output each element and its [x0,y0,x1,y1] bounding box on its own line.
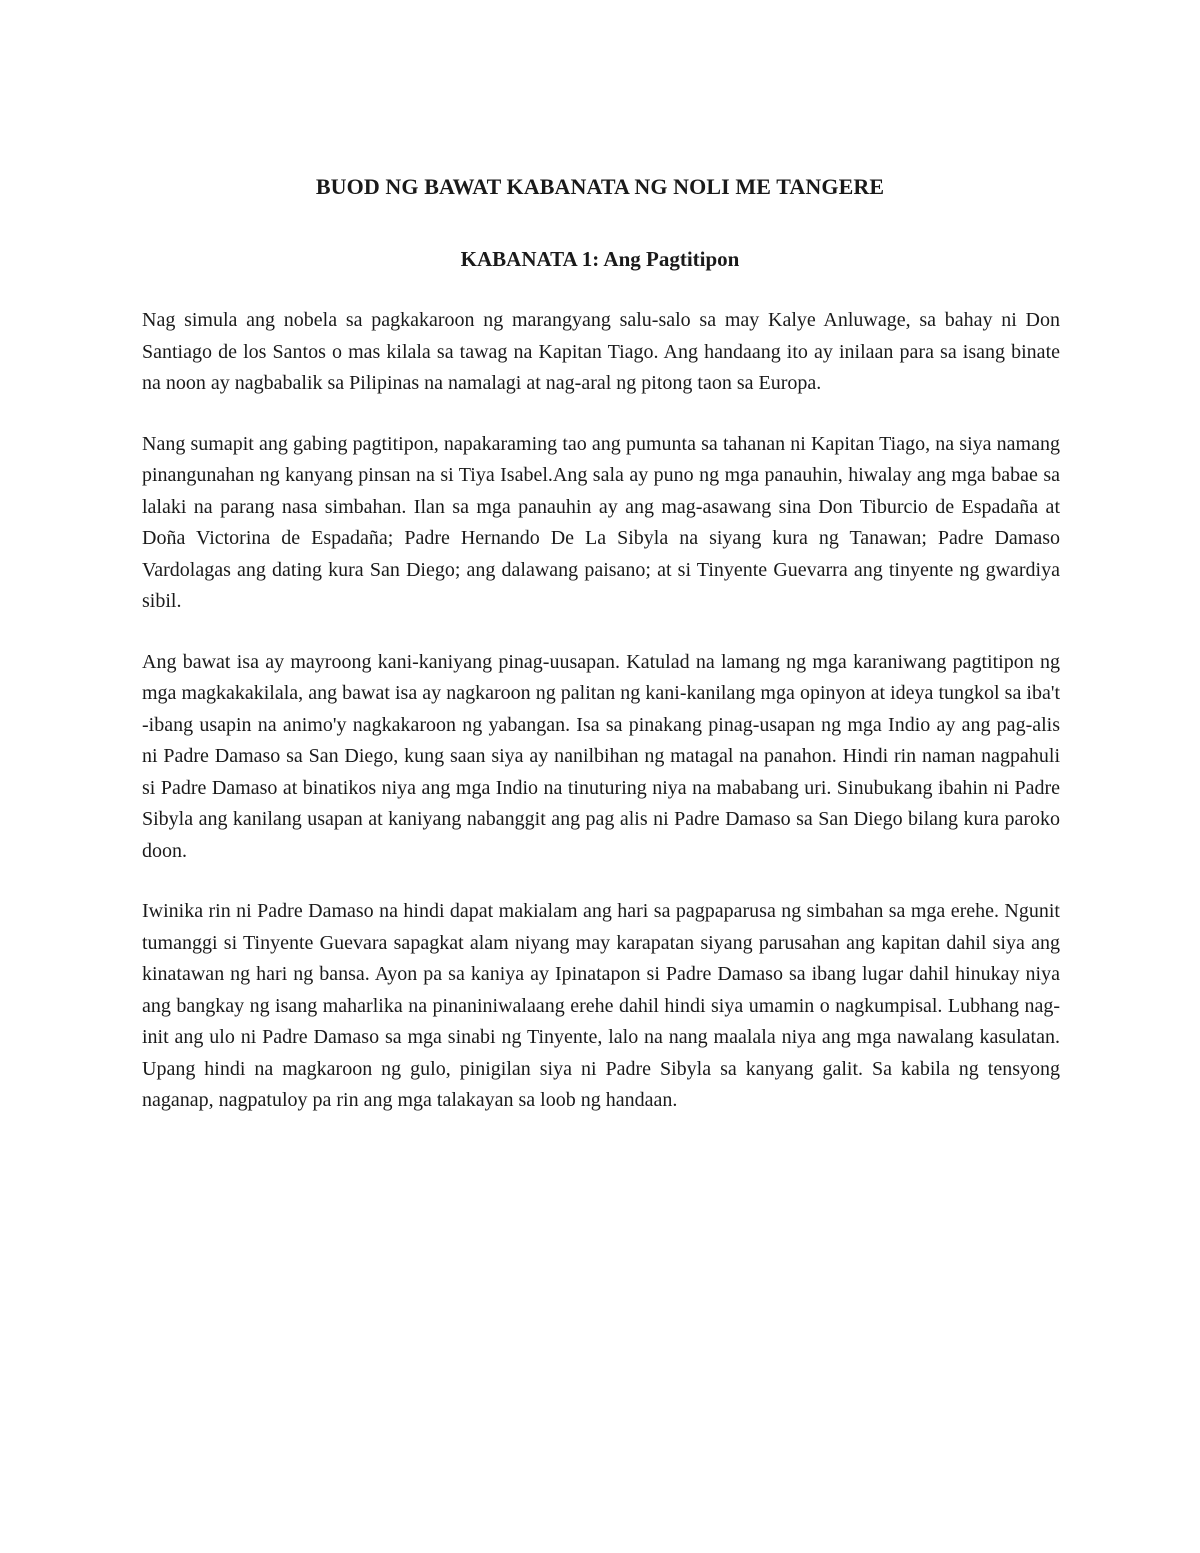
paragraph-3: Ang bawat isa ay mayroong kani-kaniyang pinag-uusapan. Katulad na lamang ng mga karaniwang pagtitipon ng mga magkakakilala, ang bawat isa ay nagkaroon ng palitan ng kani-kanilang mga opinyon at ideya tungkol sa iba't -ibang usapin na animo'y nagkakaroon ng yabangan. Isa sa pinakang pinag-usapan ng mga Indio ay ang pag-alis ni Padre Damaso sa San Diego, kung saan siya ay nanilbihan ng matagal na panahon. Hindi rin naman nagpahuli si Padre Damaso at binatikos niya ang mga Indio na tinuturing niya na mababang uri. Sinubukang ibahin ni Padre Sibyla ang kanilang usapan at kaniyang nabanggit ang pag alis ni Padre Damaso sa San Diego bilang kura paroko doon. [142,650,1060,862]
document-title: BUOD NG BAWAT KABANATA NG NOLI ME TANGERE [315,174,885,199]
paragraph-2: Nang sumapit ang gabing pagtitipon, napakaraming tao ang pumunta sa tahanan ni Kapitan Tiago, na siya namang pinangunahan ng kanyang pinsan na si Tiya Isabel.Ang sala ay puno ng mga panauhin, hiwalay ang mga babae sa lalaki na parang nasa simbahan. Ilan sa mga panauhin ay ang mag-asawang sina Don Tiburcio de Espadaña at Doña Victorina de Espadaña; Padre Hernando De La Sibyla na siyang kura ng Tanawan; Padre Damaso Vardolagas ang dating kura San Diego; ang dalawang paisano; at si Tinyente Guevarra ang tinyente ng gwardiya sibil. [142,432,1060,612]
chapter-label: KABANATA 1: [460,247,600,271]
paragraph-1: Nag simula ang nobela sa pagkakaroon ng marangyang salu-salo sa may Kalye Anluwage, sa bahay ni Don Santiago de los Santos o mas kilala sa tawag na Kapitan Tiago. Ang handaang ito ay inilaan para sa isang binate na noon ay nagbabalik sa Pilipinas na namalagi at nag-aral ng pitong taon sa Europa. [142,309,1060,394]
paragraph-4: Iwinika rin ni Padre Damaso na hindi dapat makialam ang hari sa pagpaparusa ng simbahan sa mga erehe. Ngunit tumanggi si Tinyente Guevara sapagkat alam niyang may karapatan siyang parusahan ang kapitan dahil siya ang kinatawan ng hari ng bansa. Ayon pa sa kaniya ay Ipinatapon si Padre Damaso sa ibang lugar dahil hinukay niya ang bangkay ng isang maharlika na pinaniniwalaang erehe dahil hindi siya umamin o nagkumpisal. Lubhang nag-init ang ulo ni Padre Damaso sa mga sinabi ng Tinyente, lalo na nang maalala niya ang mga nawalang kasulatan. Upang hindi na magkaroon ng gulo, pinigilan siya ni Padre Sibyla sa kanyang galit. Sa kabila ng tensyong naganap, nagpatuloy pa rin ang mga talakayan sa loob ng handaan. [142,900,1060,1111]
document-body [142,305,1060,1146]
chapter-name: Ang Pagtitipon [603,247,740,271]
chapter-heading [0,247,1200,272]
